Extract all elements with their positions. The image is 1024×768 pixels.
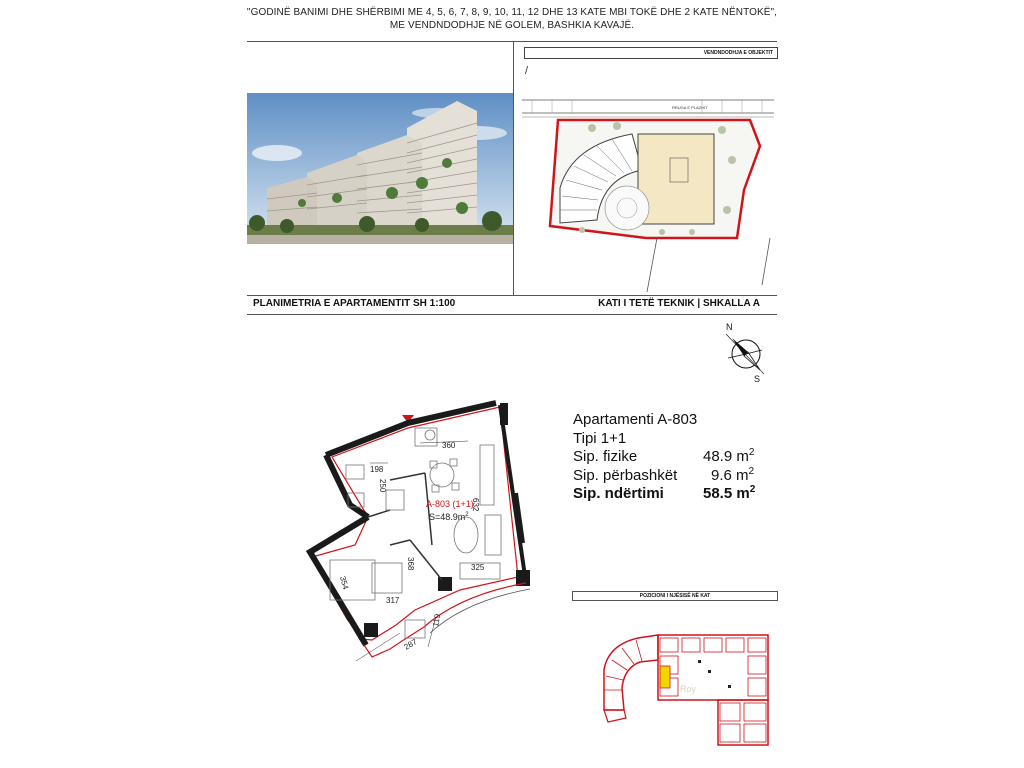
title-line-1: "GODINË BANIMI DHE SHËRBIMI ME 4, 5, 6, 7, 8, 9, 10, 11, 12 DHE 13 KATE MBI TOKË DHE 2 KATE NËNTOKË", xyxy=(246,7,778,18)
floor-section-title: KATI I TETË TEKNIK | SHKALLA A xyxy=(598,298,760,309)
header-divider xyxy=(247,41,777,42)
info-build-row xyxy=(573,485,763,504)
dim-354: 354 xyxy=(338,575,351,591)
dim-119: 119 xyxy=(431,613,443,628)
unit-position-keyplan xyxy=(598,630,778,750)
info-type: Tipi 1+1 xyxy=(573,429,627,447)
apartment-name-label: A-803 (1+1) xyxy=(426,499,474,509)
compass-south-label: S xyxy=(754,374,761,384)
info-shared-row xyxy=(573,467,763,486)
dim-317: 317 xyxy=(386,596,400,605)
shared-area-label: Sip. përbashkët xyxy=(573,466,678,484)
location-label: VENDNDODHJA E OBJEKTIT xyxy=(703,50,773,56)
build-area-value: 58.5 $m^2$ xyxy=(703,484,756,502)
dim-287: 287 xyxy=(402,637,419,652)
physical-area-label: Sip. fizike xyxy=(573,448,638,465)
panel-divider xyxy=(513,41,514,295)
highlighted-unit xyxy=(660,666,670,688)
section-divider-bottom xyxy=(247,314,777,315)
physical-area-value: 48.9 $m^2$ xyxy=(703,447,755,465)
road-label: RRUGA E PLAZHIT xyxy=(672,105,708,110)
watermark-text: Roy xyxy=(680,684,697,694)
title-line-2: ME VENDNDODHJE NË GOLEM, BASHKIA KAVAJË. xyxy=(389,20,635,31)
info-title-row xyxy=(573,411,763,430)
section-divider-top xyxy=(247,295,777,296)
dim-250: 250 xyxy=(378,479,387,493)
building-render-image xyxy=(247,93,513,244)
info-title: Apartamenti A-803 xyxy=(573,411,698,428)
dim-632: 632 xyxy=(471,498,480,512)
site-slash-mark: / xyxy=(525,65,529,77)
info-physical-row xyxy=(573,448,763,467)
compass-icon xyxy=(718,318,778,390)
dim-325: 325 xyxy=(471,563,485,572)
compass-north-label: N xyxy=(726,322,733,332)
apartment-info xyxy=(573,411,763,504)
position-header-box xyxy=(572,591,778,601)
apartment-floor-plan xyxy=(290,395,560,690)
position-label: POZICIONI I NJËSISË NË KAT xyxy=(639,593,711,599)
document-title xyxy=(0,6,1024,32)
dim-360: 360 xyxy=(442,441,456,450)
shared-area-value: 9.6 $m^2$ xyxy=(711,465,755,484)
build-area-label: Sip. ndërtimi xyxy=(573,485,664,502)
dim-198: 198 xyxy=(370,465,384,474)
location-header-box xyxy=(524,47,778,59)
apartment-area-label: $S=48.9m^2$ xyxy=(429,512,469,522)
plan-section-title: PLANIMETRIA E APARTAMENTIT SH 1:100 xyxy=(253,298,456,309)
info-type-row xyxy=(573,430,763,449)
site-plan xyxy=(522,60,778,292)
dim-368: 368 xyxy=(406,557,415,571)
